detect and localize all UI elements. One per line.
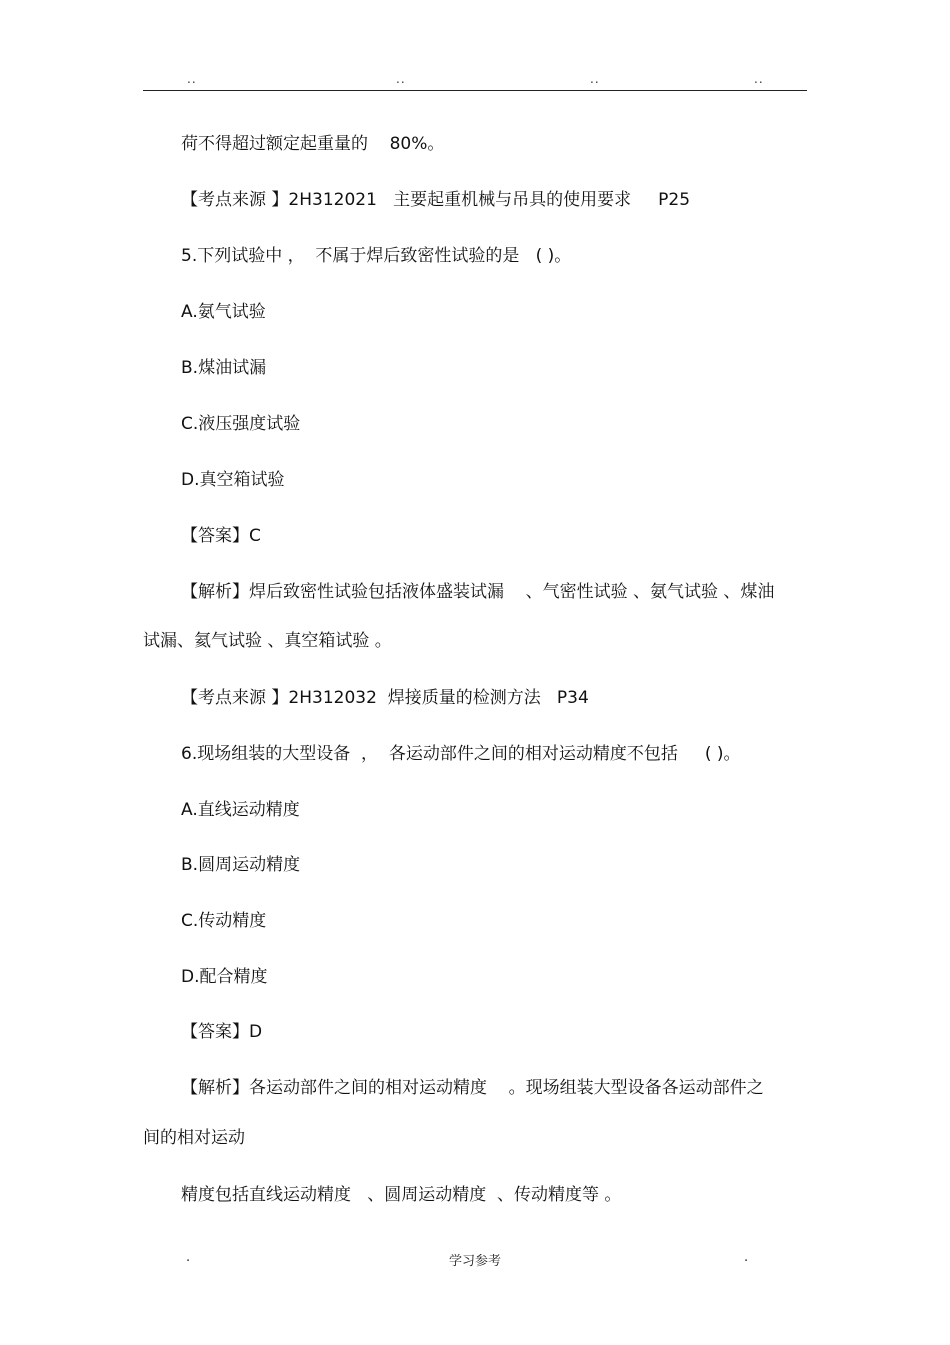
q6-analysis-continued: 间的相对运动 — [143, 1128, 245, 1148]
q5-answer: 【答案】C — [181, 526, 261, 546]
q6-analysis-continued-2: 精度包括直线运动精度 、圆周运动精度 、传动精度等 。 — [181, 1185, 622, 1205]
header-mark: .. — [396, 72, 406, 86]
header-mark: .. — [754, 72, 764, 86]
q6-option-c: C.传动精度 — [181, 911, 267, 931]
q5-option-d: D.真空箱试验 — [181, 470, 285, 490]
q6-option-a: A.直线运动精度 — [181, 800, 300, 820]
source-line-q4: 【考点来源 】2H312021 主要起重机械与吊具的使用要求 P25 — [181, 190, 691, 210]
footer-caption: 学习参考 — [449, 1254, 502, 1269]
q5-option-a: A.氨气试验 — [181, 302, 266, 322]
footer-left-mark: . — [186, 1250, 191, 1265]
q6-analysis: 【解析】各运动部件之间的相对运动精度 。现场组装大型设备各运动部件之 — [181, 1078, 764, 1098]
q5-option-b: B.煤油试漏 — [181, 358, 267, 378]
q6-answer: 【答案】D — [181, 1022, 263, 1042]
q5-option-c: C.液压强度试验 — [181, 414, 301, 434]
source-line-q5: 【考点来源 】2H312032 焊接质量的检测方法 P34 — [181, 688, 589, 708]
q5-analysis: 【解析】焊后致密性试验包括液体盛装试漏 、气密性试验 、氨气试验 、煤油 — [181, 582, 775, 602]
q5-analysis-continued: 试漏、氦气试验 、真空箱试验 。 — [143, 631, 392, 651]
header-mark: .. — [187, 72, 197, 86]
header-mark: .. — [590, 72, 600, 86]
question-5: 5.下列试验中 ， 不属于焊后致密性试验的是 ( )。 — [181, 246, 572, 266]
q6-option-b: B.圆周运动精度 — [181, 855, 301, 875]
q6-option-d: D.配合精度 — [181, 967, 268, 987]
footer-right-mark: . — [744, 1250, 749, 1265]
header-divider — [143, 90, 807, 91]
text-line-continuation: 荷不得超过额定起重量的 80%。 — [181, 134, 445, 154]
question-6: 6.现场组装的大型设备 ， 各运动部件之间的相对运动精度不包括 ( )。 — [181, 744, 741, 764]
